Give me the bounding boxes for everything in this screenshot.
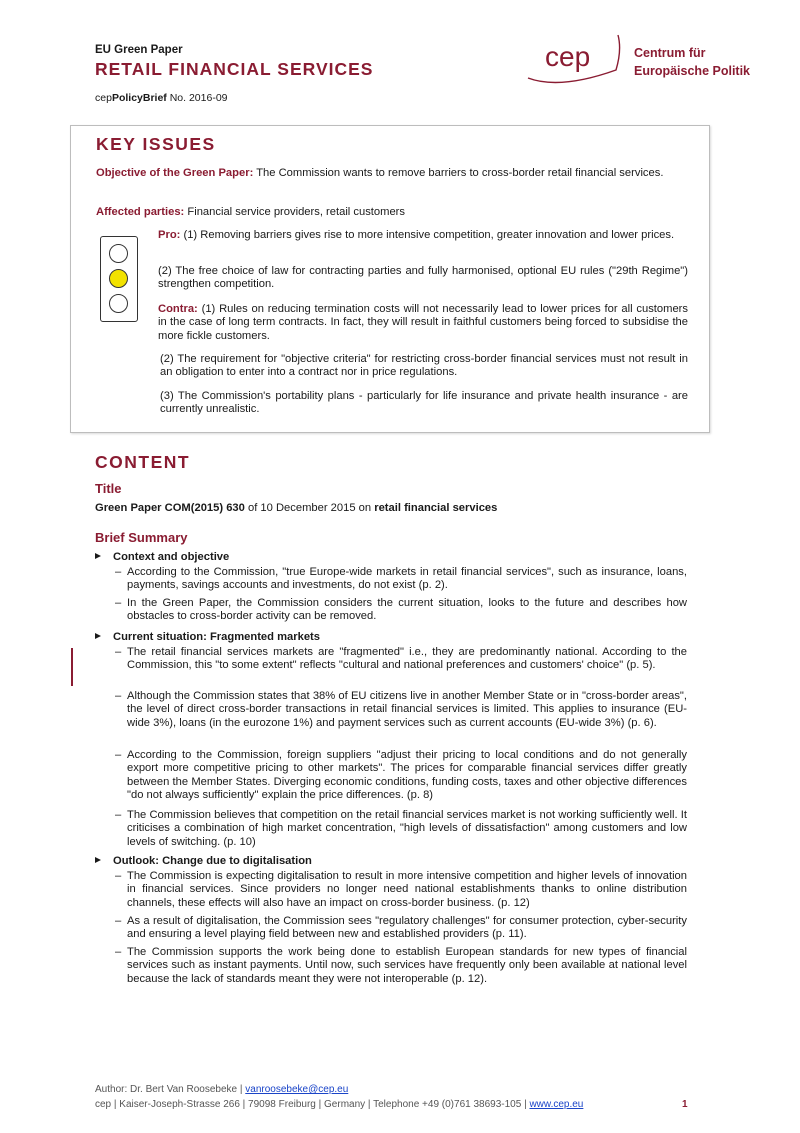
traffic-light-icon	[100, 236, 138, 322]
traffic-light-yellow-lamp	[109, 269, 128, 288]
section-heading-context: Context and objective	[95, 551, 229, 564]
list-item: – The Commission supports the work being done to establish European standards for new types of financial services such as instant payments. Until now, such services have frequently only been available at national level because the lack of standards meant they were not interoperable (p. 12).	[115, 946, 687, 985]
affected-parties-paragraph: Affected parties: Financial service providers, retail customers	[96, 206, 405, 218]
logo-word: cep	[545, 41, 591, 72]
website-link[interactable]: www.cep.eu	[529, 1099, 584, 1110]
document-kicker: EU Green Paper	[95, 44, 183, 56]
list-item: – Although the Commission states that 38% of EU citizens live in another Member State or in "cross-border areas", the level of direct cross-border transactions in retail financial services is limited. This applies to insurance (EU-wide 3%), loans (in the eurozone 1%) and payment services such as current accounts (EU-wide 3%) (p. 6).	[115, 690, 687, 729]
section-heading-outlook: Outlook: Change due to digitalisation	[95, 855, 312, 868]
green-paper-title: Green Paper COM(2015) 630 of 10 December 2015 on retail financial services	[95, 502, 498, 514]
bullet-triangle-icon	[95, 857, 101, 863]
margin-change-bar	[71, 648, 73, 686]
traffic-light-bottom-lamp	[109, 294, 128, 313]
bullet-triangle-icon	[95, 633, 101, 639]
author-email-link[interactable]: vanroosebeke@cep.eu	[245, 1084, 349, 1095]
key-issues-box	[70, 125, 710, 433]
policy-brief-number: cepPolicyBrief No. 2016-09	[95, 92, 228, 104]
contra-point-2: (2) The requirement for "objective criteria" for restricting cross-border financial services must not result in an obligation to enter into a contract nor in price regulations.	[160, 353, 688, 379]
title-subheading: Title	[95, 481, 122, 496]
contra-point-1: Contra: (1) Rules on reducing termination costs will not necessarily lead to lower prices for all customers in the case of long term contracts. In fact, they will result in faithful customers being forced to subsidise the more fickle customers.	[158, 303, 688, 342]
pro-point-1: Pro: (1) Removing barriers gives rise to more intensive competition, greater innovation and lower prices.	[158, 229, 675, 241]
list-item: – According to the Commission, foreign suppliers "adjust their pricing to local conditions and do not generally export more competitive pricing to other markets". The prices for comparable financial services differ greatly between the Member States. Diverging economic conditions, funding costs, taxes and other objective differences "do not always sufficiently" explain the price differences. (p. 8)	[115, 749, 687, 802]
traffic-light-top-lamp	[109, 244, 128, 263]
list-item: – The Commission believes that competition on the retail financial services market is not working sufficiently well. It criticises a combination of high market concentration, "high levels of dissatisfaction" among customers and low levels of switching. (p. 10)	[115, 809, 687, 848]
section-heading-current-situation: Current situation: Fragmented markets	[95, 631, 320, 644]
logo-organisation-name: Centrum für Europäische Politik	[634, 46, 751, 78]
list-item: – In the Green Paper, the Commission considers the current situation, looks to the future and describes how obstacles to cross-border activity can be removed.	[115, 597, 687, 623]
list-item: – The Commission is expecting digitalisation to result in more intensive competition and higher levels of innovation in financial services. Since providers no longer need national establishments thanks to online distribution channels, these effects will also have an impact on cross-border business. (p. 12)	[115, 870, 687, 909]
contra-point-3: (3) The Commission's portability plans - particularly for life insurance and private health insurance - are currently unrealistic.	[160, 390, 688, 416]
bullet-triangle-icon	[95, 553, 101, 559]
footer-author: Author: Dr. Bert Van Roosebeke | vanroosebeke@cep.eu	[95, 1084, 349, 1095]
footer-address: cep | Kaiser-Joseph-Strasse 266 | 79098 Freiburg | Germany | Telephone +49 (0)761 38693-105 | www.cep.eu	[95, 1099, 584, 1110]
pro-point-2: (2) The free choice of law for contracting parties and fully harmonised, optional EU rules ("29th Regime") strengthen competition.	[158, 265, 688, 291]
list-item: – The retail financial services markets are "fragmented" i.e., they are predominantly national. According to the Commission, this "to some extent" reflects "cultural and national preferences and customers' choice" (p. 5).	[115, 646, 687, 672]
list-item: – According to the Commission, "true Europe-wide markets in retail financial services", such as insurance, loans, payments, savings accounts and investments, do not exist (p. 2).	[115, 566, 687, 592]
content-heading: CONTENT	[95, 452, 191, 472]
objective-paragraph: Objective of the Green Paper: The Commission wants to remove barriers to cross-border retail financial services.	[96, 167, 664, 179]
key-issues-heading: KEY ISSUES	[96, 134, 216, 154]
page-number: 1	[682, 1099, 688, 1110]
document-title: RETAIL FINANCIAL SERVICES	[95, 59, 374, 79]
list-item: – As a result of digitalisation, the Commission sees "regulatory challenges" for consumer protection, cyber-security and ensuring a level playing field between new and established providers (p. 11).	[115, 915, 687, 941]
brief-summary-subheading: Brief Summary	[95, 530, 188, 545]
